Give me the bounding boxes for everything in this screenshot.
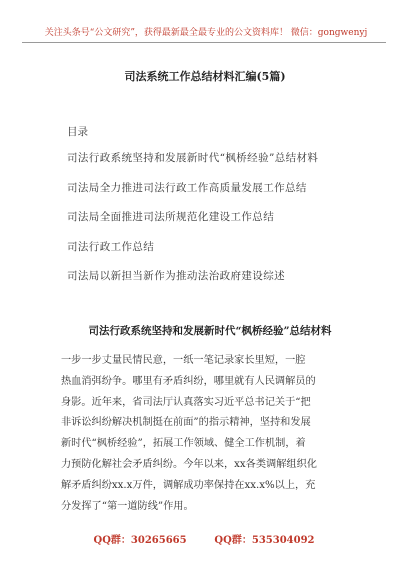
body-line: 新时代“枫桥经验”，拓展工作领域、健全工作机制，着 — [61, 438, 306, 450]
body-line: 解矛盾纠纷xx.x万件，调解成功率保持在xx.x%以上，充 — [61, 479, 316, 491]
toc-item: 司法局全面推进司法所规范化建设工作总结 — [67, 211, 275, 223]
body-line: 一步一步丈量民情民意，一纸一笔记录家长里短，一腔 — [61, 355, 306, 366]
toc-item: 司法局以新担当新作为推动法治政府建设综述 — [67, 270, 285, 282]
body-line: 热血消弭纷争。哪里有矛盾纠纷，哪里就有人民调解员的 — [61, 375, 316, 387]
toc-item: 司法局全力推进司法行政工作高质量发展工作总结 — [67, 181, 307, 194]
header-notice: 关注头条号“公文研究”，获得最新最全最专业的公文资料库！ 微信：gongwenyj — [44, 28, 368, 38]
toc-heading: 目录 — [67, 126, 88, 138]
footer-qq-groups: QQ群：30265665 QQ群：535304092 — [93, 535, 315, 546]
toc-item: 司法行政系统坚持和发展新时代“枫桥经验”总结材料 — [67, 152, 319, 164]
document-title: 司法系统工作总结材料汇编(5篇) — [124, 70, 286, 83]
section-heading: 司法行政系统坚持和发展新时代“枫桥经验”总结材料 — [88, 325, 332, 337]
body-line: 身影。近年来，省司法厅认真落实习近平总书记关于“把 — [61, 396, 311, 408]
table-of-contents — [67, 152, 387, 300]
body-line: 非诉讼纠纷解决机制挺在前面”的指示精神，坚持和发展 — [61, 417, 311, 429]
page-header — [0, 0, 408, 56]
toc-item: 司法行政工作总结 — [67, 240, 155, 253]
body-line: 力预防化解社会矛盾纠纷。今年以来，xx各类调解组织化 — [61, 458, 317, 470]
body-line: 分发挥了“第一道防线”作用。 — [61, 500, 194, 512]
header-divider — [22, 42, 386, 43]
body-paragraph — [61, 355, 351, 521]
